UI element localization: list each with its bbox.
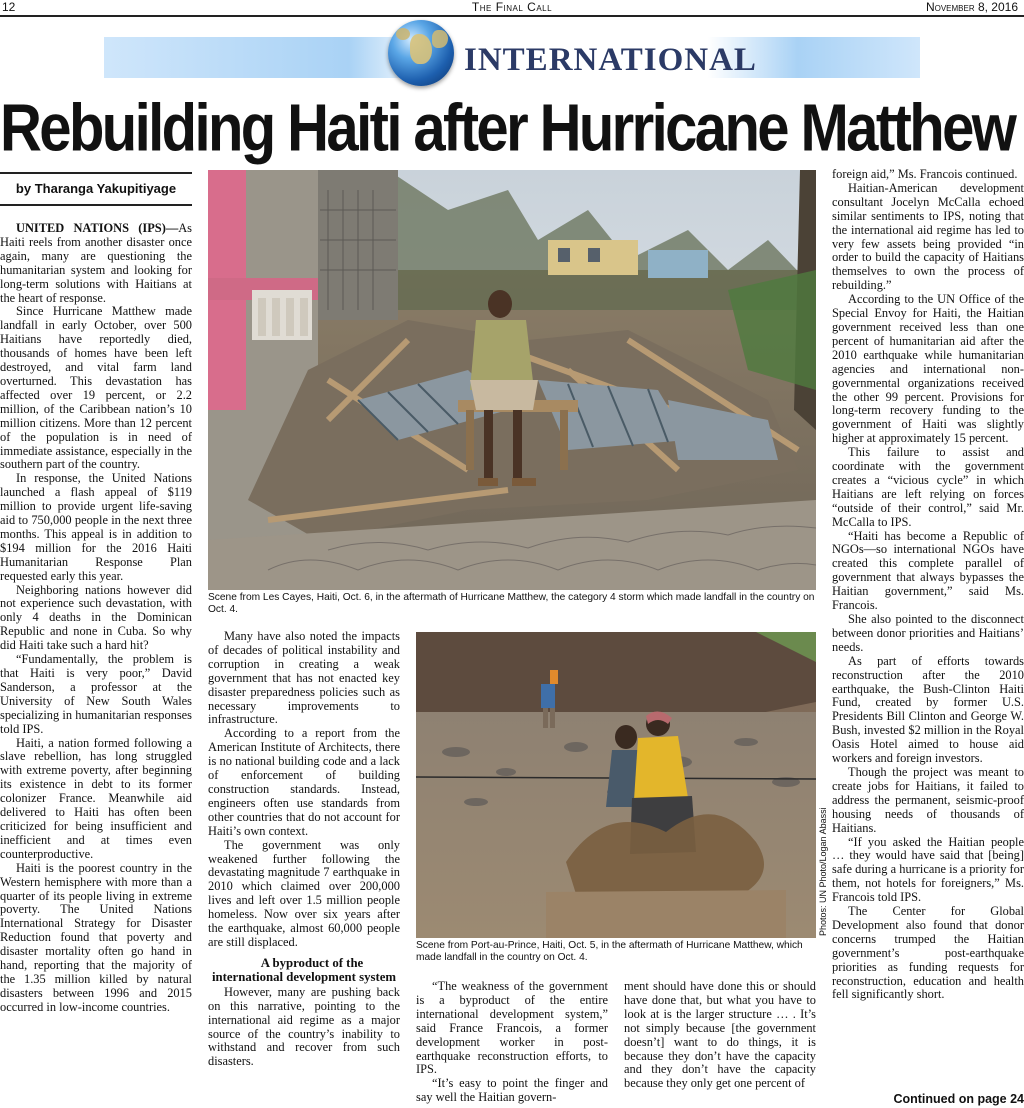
paragraph: Haiti is the poorest country in the Western hemisphere with more than a quarter of its people living in extreme poverty. The United Nations International Strategy for Disaster Reduction found that poverty and disaster mortality often go hand in hand, reporting that the majority of the 1.35 million killed by natural disasters between 1996 and 2015 occurred in low-income countries. — [0, 860, 192, 1014]
paper-name: The Final Call — [471, 0, 553, 14]
article-column-5 — [832, 168, 1024, 1092]
photo-port-au-prince — [416, 632, 816, 938]
photo-credit: Photos: UN Photo/Logan Abassi — [818, 807, 828, 936]
article-column-4 — [624, 980, 816, 1106]
headline: Rebuilding Haiti after Hurricane Matthew — [0, 90, 1015, 166]
paragraph: Haitian-American development consultant Jocelyn McCalla echoed similar sentiments to IPS, noting that the international aid regime has led to very few assets being provided “in order to build the capacity of Haitians themselves to own the process of rebuilding.” — [832, 180, 1024, 293]
paragraph: The Center for Global Development also found that donor concerns trumped the Haitian government’s post-earthquake priorities as funding requests for reconstruction, education and health fell significantly short. — [832, 904, 1024, 1002]
paragraph: Since Hurricane Matthew made landfall in early October, over 500 Haitians have reportedly died, thousands of homes have been left destroyed, and vital farm land overturned. This devastation has affected over 19 percent, or 2.2 million, of the Caribbean nation’s 10 million citizens. More than 12 percent of the population is in need of immediate assistance, especially in the southern part of the country. — [0, 304, 192, 472]
article-column-1 — [0, 222, 192, 1106]
paragraph: Many have also noted the impacts of decades of political instability and corruption in creating a weak government that has not enacted key disaster preparedness policies such as necessary improvements to infrastructure. — [208, 629, 400, 727]
paragraph: “Fundamentally, the problem is that Haiti is very poor,” David Sanderson, a professor at the University of New South Wales specializing in humanitarian responses told IPS. — [0, 652, 192, 736]
paragraph: This failure to assist and coordinate with the government creates a “vicious cycle” in which Haitians are left relying on forces “outside of their control,” said Mr. McCalla to IPS. — [832, 445, 1024, 529]
section-title: INTERNATIONAL — [464, 42, 757, 78]
paragraph: UNITED NATIONS (IPS)—As Haiti reels from another disaster once again, many are questioning the humanitarian system and looking for long-term solutions with Haitians at the heart of response. — [0, 221, 192, 305]
paragraph: According to the UN Office of the Special Envoy for Haiti, the Haitian government received less than one percent of humanitarian aid after the 2010 earthquake while humanitarian agencies and international non-governmental organizations received the other 99 percent. Provisions for long-term recovery funding to the government of Haiti was slightly higher at approximately 15 percent. — [832, 292, 1024, 446]
paragraph: However, many are pushing back on this narrative, pointing to the international aid regime as a major source of the country’s inability to withstand and recover from such disasters. — [208, 984, 400, 1069]
paragraph: ment should have done this or should have done that, but what you have to look at is the larger structure … . It’s not simply because [the government doesn’t] want to do things, it is because they don’t have the capacity and they don’t have the capacity because they only get one percent of — [624, 979, 816, 1091]
paragraph: Neighboring nations however did not experience such devastation, with only 4 deaths in the Dominican Republic and none in Cuba. So why did Haiti take such a hard hit? — [0, 582, 192, 653]
paragraph: “The weakness of the government is a byproduct of the entire international development system,” said France Francois, a former development worker in post-earthquake reconstruction efforts, to IPS. — [416, 979, 608, 1077]
paragraph: As part of efforts towards reconstruction after the 2010 earthquake, the Bush-Clinton Haiti Fund, created by former U.S. Presidents Bill Clinton and George W. Bush, invested $2 million in the Royal Oasis Hotel aimed to house aid workers and foreign investors. — [832, 653, 1024, 766]
byline: by Tharanga Yakupitiyage — [0, 172, 192, 206]
photo-caption-1: Scene from Les Cayes, Haiti, Oct. 6, in the aftermath of Hurricane Matthew, the category 4 storm which made landfall in the country on Oct. 4. — [208, 592, 815, 615]
subhead: A byproduct of the international development system — [211, 955, 397, 984]
dateline: UNITED NATIONS (IPS)— — [16, 221, 179, 235]
globe-icon — [388, 20, 454, 86]
paragraph: According to a report from the American Institute of Architects, there is no national building code and a lack of enforcement of building construction standards. Instead, engineers often use standards from other countries that do not account for Haiti’s own context. — [208, 726, 400, 838]
photo-les-cayes — [208, 170, 816, 590]
article-column-2 — [208, 630, 400, 1106]
continued-link[interactable]: Continued on page 24 — [893, 1092, 1024, 1106]
paragraph: “If you asked the Haitian people … they would have said that [being] safe during a hurricane is a priority for them, not hotels for foreigners,” Ms. Francois told IPS. — [832, 834, 1024, 905]
paragraph: In response, the United Nations launched a flash appeal of $119 million to provide urgent life-saving aid to 750,000 people in the next three months. This appeal is in addition to $194 million for the 2016 Haiti Humanitarian Response Plan requested early this year. — [0, 471, 192, 583]
paragraph: “Haiti has become a Republic of NGOs—so international NGOs have created this complete parallel of government that always bypasses the Haitian government,” said Ms. Francois. — [832, 528, 1024, 613]
article-column-3 — [416, 980, 608, 1106]
photo-caption-2: Scene from Port-au-Prince, Haiti, Oct. 5, in the aftermath of Hurricane Matthew, which made landfall in the country on Oct. 4. — [416, 940, 803, 963]
issue-date: November 8, 2016 — [925, 0, 1018, 14]
paragraph: Though the project was meant to create jobs for Haitians, it failed to address the permanent, seismic-proof housing needs of thousands of Haitians. — [832, 764, 1024, 835]
paragraph: The government was only weakened further following the devastating magnitude 7 earthquake in 2010 which claimed over 200,000 lives and left over 1.5 million people homeless. Now over six years after the earthquake, almost 60,000 people are still displaced. — [208, 837, 400, 949]
paragraph: “It’s easy to point the finger and say well the Haitian govern- — [416, 1076, 608, 1105]
page-number: 12 — [2, 0, 16, 14]
page-header — [0, 0, 1024, 16]
paragraph: Haiti, a nation formed following a slave rebellion, has long struggled with extreme poverty, after beginning its existence in debt to its former colonizer France. Meanwhile aid delivered to Haiti has often been criticized for being insufficient and inefficient and at times even counterproductive. — [0, 735, 192, 861]
paragraph: foreign aid,” Ms. Francois continued. — [832, 167, 1018, 181]
paragraph: She also pointed to the disconnect between donor priorities and Haitians’ needs. — [832, 612, 1024, 654]
header-rule — [0, 15, 1024, 17]
